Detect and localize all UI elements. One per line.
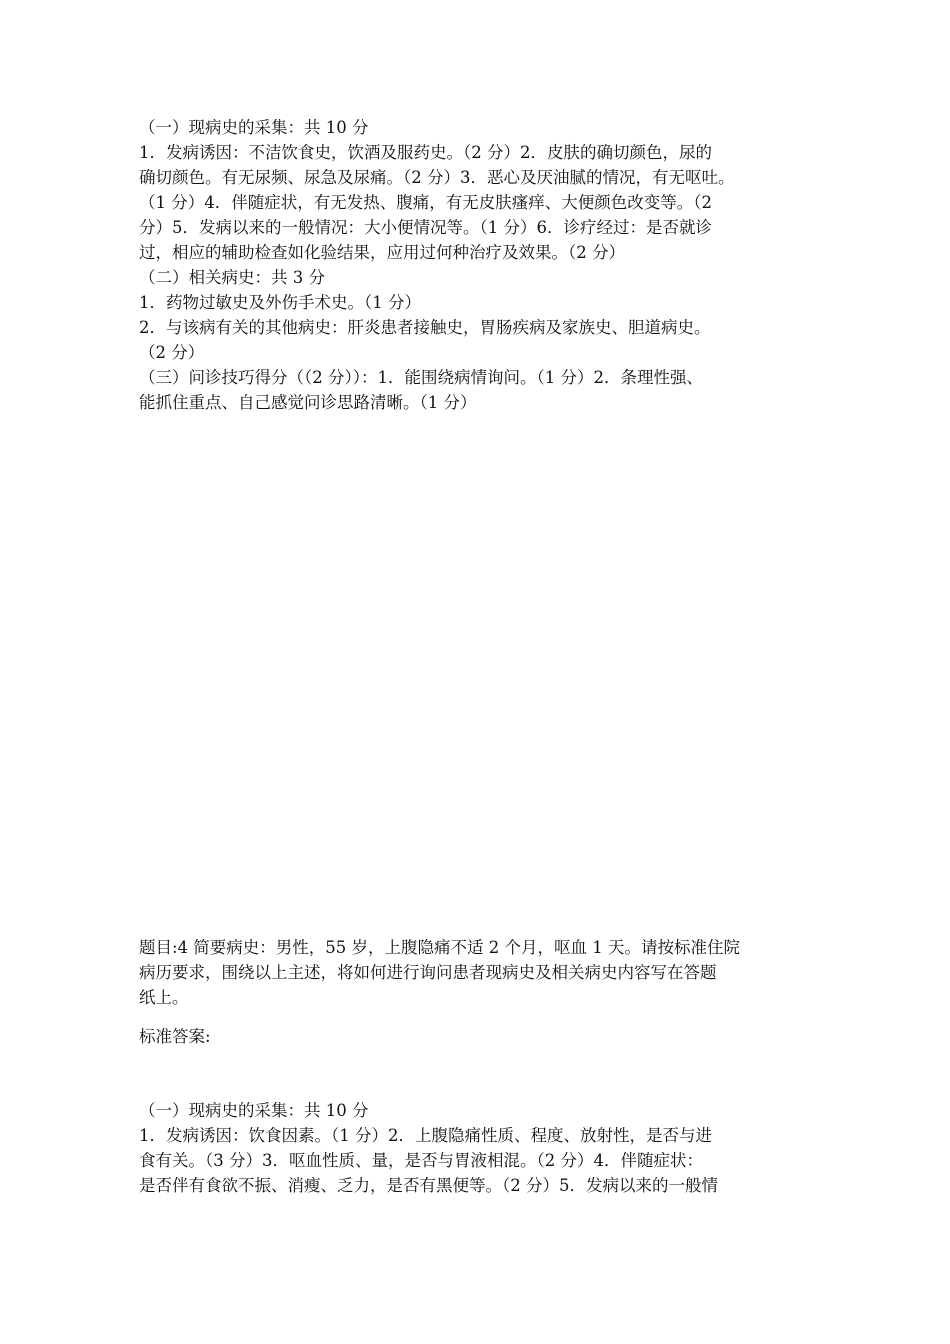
question-paragraph: [139, 935, 829, 1010]
text-line: （1 分）4．伴随症状，有无发热、腹痛，有无皮肤瘙痒、大便颜色改变等。（2: [139, 193, 712, 212]
text-line: 2．与该病有关的其他病史：肝炎患者接触史，胃肠疾病及家族史、胆道病史。: [139, 318, 711, 337]
text-line: 1．发病诱因：饮食因素。（1 分）2．上腹隐痛性质、程度、放射性，是否与进: [139, 1126, 712, 1145]
answer-label: [139, 1024, 829, 1049]
text-line: 是否伴有食欲不振、消瘦、乏力，是否有黑便等。（2 分）5．发病以来的一般情: [139, 1176, 718, 1195]
text-line: 过，相应的辅助检查如化验结果，应用过何种治疗及效果。（2 分）: [139, 243, 625, 262]
text-line: 食有关。（3 分）3．呕血性质、量，是否与胃液相混。（2 分）4．伴随症状：: [139, 1151, 703, 1170]
text-line: 确切颜色。有无尿频、尿急及尿痛。（2 分）3．恶心及厌油腻的情况，有无呕吐。: [139, 168, 735, 187]
answer-label-text: 标准答案:: [139, 1027, 211, 1046]
text-line: （2 分）: [139, 343, 205, 362]
text-line: （一）现病史的采集：共 10 分: [139, 1101, 369, 1120]
text-line: 病历要求，围绕以上主述，将如何进行询问患者现病史及相关病史内容写在答题: [139, 963, 717, 982]
text-line: 分）5．发病以来的一般情况：大小便情况等。（1 分）6．诊疗经过：是否就诊: [139, 218, 712, 237]
text-line: （三）问诊技巧得分（（2 分））：1．能围绕病情询问。（1 分）2．条理性强、: [139, 368, 703, 387]
text-line: 能抓住重点、自己感觉问诊思路清晰。（1 分）: [139, 393, 477, 412]
answer-section-current: [139, 1098, 829, 1198]
answer-section-previous: [139, 115, 829, 415]
text-line: 1．药物过敏史及外伤手术史。（1 分）: [139, 293, 421, 312]
text-line: 纸上。: [139, 988, 189, 1007]
text-line: 题目:4 简要病史：男性，55 岁，上腹隐痛不适 2 个月，呕血 1 天。请按标准住院: [139, 938, 741, 957]
text-line: （二）相关病史：共 3 分: [139, 268, 325, 287]
text-line: 1．发病诱因：不洁饮食史，饮酒及服药史。（2 分）2．皮肤的确切颜色，尿的: [139, 143, 712, 162]
text-line: （一）现病史的采集：共 10 分: [139, 118, 369, 137]
